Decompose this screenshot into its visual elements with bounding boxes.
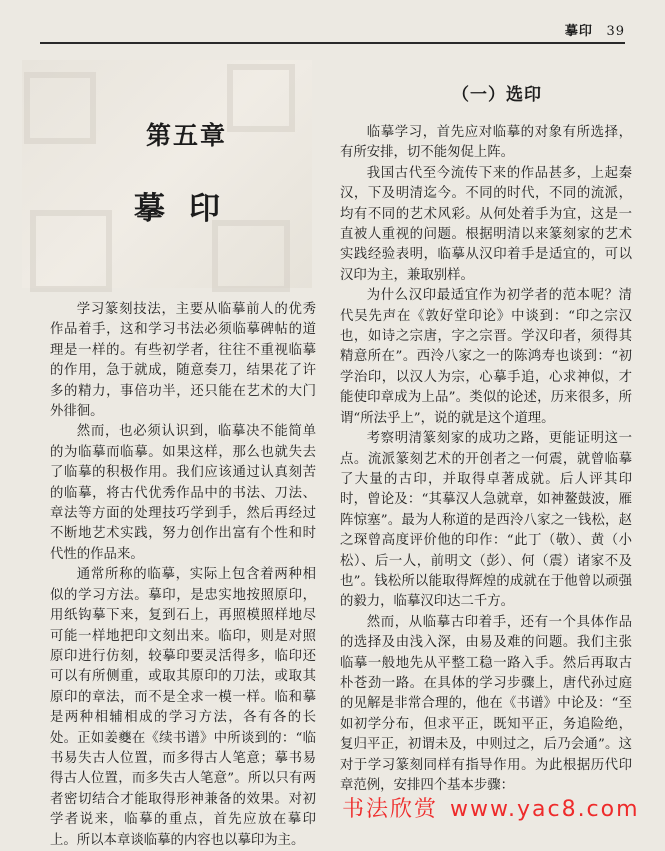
section-heading: （一）选印 [452, 85, 542, 105]
body-paragraph: 临摹学习，首先应对临摹的对象有所选择，有所安排，切不能匆促上阵。 [340, 125, 632, 161]
ghost-seal-2 [30, 210, 112, 292]
page-number: 39 [606, 24, 625, 39]
body-paragraph: 考察明清篆刻家的成功之路，更能证明这一点。流派篆刻艺术的开创者之一何震，就曾临摹了大量的古印，并取得卓著成就。后人评其印时，曾论及：“其摹汉人急就章，如神鳌鼓波，雁阵惊塞”。最为人称道的是西泠八家之一钱松，赵之琛曾高度评价他的印作：“此丁（敬）、黄（小松）、后一人，前明文（彭）、何（震）诸家不及也”。钱松所以能取得辉煌的成就在于他曾以顽强的毅力，临摹汉印达二千方。 [340, 431, 632, 610]
body-paragraph: 学习篆刻技法，主要从临摹前人的优秀作品着手，这和学习书法必须临摹碑帖的道理是一样的。有些初学者，往往不重视临摹的作用，急于就成，随意奏刀，结果花了许多的精力，事倍功半，还只能在艺术的大门外徘徊。 [50, 302, 316, 420]
right-text-column [340, 123, 632, 796]
body-paragraph: 然而，从临摹古印着手，还有一个具体作品的选择及由浅入深，由易及难的问题。我们主张临摹一般地先从平整工稳一路入手。然后再取古朴苍劲一路。在具体的学习步骤上，唐代孙过庭的见解是非常合理的，他在《书谱》中论及：“至如初学分布，但求平正，既知平正，务追险绝，复归平正，初谓未及，中则过之，后乃会通”。这对于学习篆刻同样有指导作用。为此根据历代印章范例，安排四个基本步骤： [340, 614, 632, 793]
body-paragraph: 为什么汉印最适宜作为初学者的范本呢？清代吴先声在《敦好堂印论》中谈到：“印之宗汉也，如诗之宗唐，字之宗晋。学汉印者，须得其精意所在”。西泠八家之一的陈鸿寿也谈到：“初学治印，以汉人为宗，心摹手追，心求神似，才能使印章成为上品”。类似的论述，历来很多，所谓“所法乎上”，说的就是这个道理。 [340, 288, 632, 426]
watermark-url: www.yac8.com [450, 797, 640, 822]
ghost-seal-4 [212, 220, 290, 292]
site-watermark [342, 792, 640, 823]
running-title: 摹印 [564, 24, 593, 39]
ghost-seal-3 [227, 64, 295, 132]
watermark-site-name: 书法欣赏 [342, 797, 439, 822]
body-paragraph: 通常所称的临摹，实际上包含着两种相似的学习方法。摹印，是忠实地按照原印，用纸钩摹下来，复到石上，再照模照样地尽可能一样地把印文刻出来。临印，则是对照原印进行仿刻，较摹印要灵活得多，临印还可以有所侧重，或取其原印的刀法，或取其原印的章法，而不是全求一模一样。临和摹是两种相辅相成的学习方法，各有各的长处。正如姜夔在《续书谱》中所谈到的：“临书易失古人位置，而多得古人笔意；摹书易得古人位置，而多失古人笔意”。所以只有两者密切结合才能取得形神兼备的效果。对初学者说来，临摹的重点，首先应放在摹印上。所以本章谈临摹的内容也以摹印为主。 [50, 567, 316, 848]
background-seal-imprint [22, 60, 312, 288]
header-rule [40, 42, 625, 44]
chapter-title: 摹印 [134, 191, 244, 227]
body-paragraph: 我国古代至今流传下来的作品甚多，上起秦汉，下及明清迄今。不同的时代，不同的流派，均有不同的艺术风彩。从何处着手为宜，这是一直被人重视的问题。根据明清以来篆刻家的艺术实践经验表明，临摹从汉印着手是适宜的，可以汉印为主，兼取别样。 [340, 165, 632, 283]
body-paragraph: 然而，也必须认识到，临摹决不能简单的为临摹而临摹。如果这样，那么也就失去了临摹的积极作用。我们应该通过认真刻苦的临摹，将古代优秀作品中的书法、刀法、章法等方面的处理技巧学到手，然后再经过不断地艺术实践，努力创作出富有个性和时代性的作品来。 [50, 424, 316, 562]
chapter-number: 第五章 [146, 121, 228, 150]
left-text-column [50, 300, 316, 851]
ghost-seal-1 [24, 72, 96, 144]
running-head [565, 20, 625, 39]
